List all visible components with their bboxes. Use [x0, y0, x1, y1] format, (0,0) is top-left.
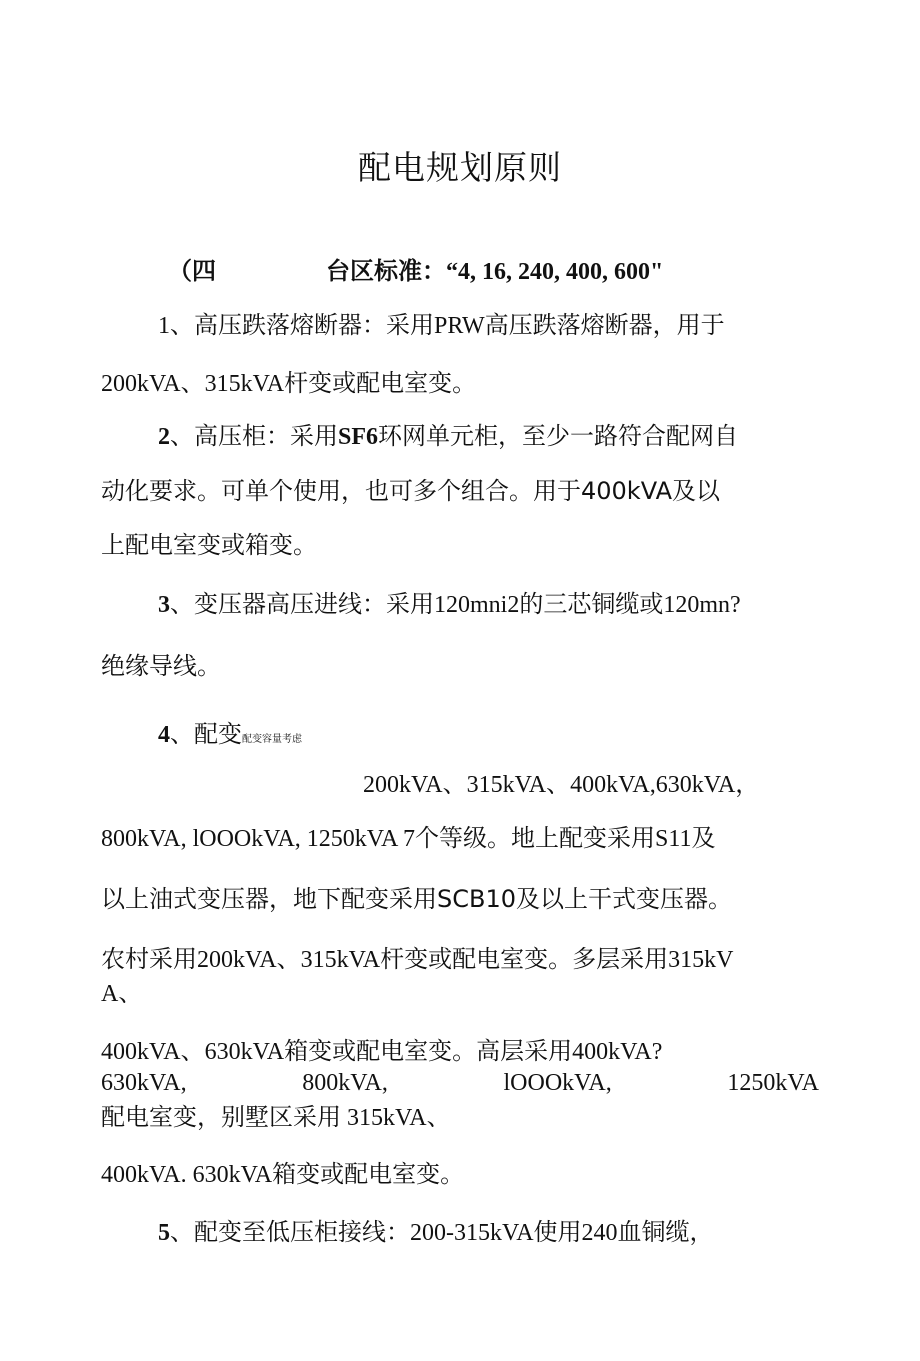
- item-4-line-7: 400kVA、630kVA箱变或配电室变。高层采用400kVA?: [101, 1039, 663, 1065]
- item-1-rest: 高压跌落熔断器，用于: [484, 311, 725, 339]
- item-2-line-1: [158, 421, 738, 452]
- item-1-number: 1: [158, 313, 170, 339]
- item-2-line-2: 动化要求。可单个使用，也可多个组合。用于400kVA及以: [101, 477, 721, 505]
- item-2-sf6: SF6: [338, 424, 379, 450]
- item-1-line-2: 200kVA、315kVA杆变或配电室变。: [101, 371, 477, 397]
- item-4-number: 4: [158, 722, 170, 748]
- item-5-number: 5: [158, 1220, 170, 1246]
- item-2-rest: 环网单元柜，至少一路符合配网自: [378, 422, 739, 450]
- item-2-line-3: 上配电室变或箱变。: [101, 531, 317, 559]
- item-4-line-3: 800kVA, lOOOkVA, 1250kVA 7个等级。地上配变采用S11及: [101, 826, 716, 852]
- item-3-line-1: [158, 590, 741, 620]
- item-3-line-2: 绝缘导线。: [101, 652, 221, 680]
- item-2-number: 2: [158, 424, 170, 450]
- item-4-line-1: [158, 719, 302, 755]
- item-2-label: 、高压柜：采用: [170, 422, 338, 450]
- item-3-number: 3: [158, 592, 170, 618]
- section-open-bracket: （: [168, 259, 192, 285]
- item-4-line-8: 配电室变，别墅区采用 315kVA、: [101, 1105, 451, 1131]
- item-4-line-9: 400kVA. 630kVA箱变或配电室变。: [101, 1162, 465, 1188]
- page-title: 配电规划原则: [358, 148, 562, 187]
- item-4-label: 、配变: [170, 720, 242, 748]
- item-3-label: 、变压器高压进线：采用120mni2的三芯铜缆或120mn?: [170, 592, 741, 618]
- item-4-line-6: A、: [101, 981, 143, 1007]
- section-heading: [168, 257, 664, 287]
- item-1-line-1: [158, 310, 725, 341]
- section-number: 四: [192, 259, 216, 285]
- capacity-value: lOOOkVA,: [503, 1070, 612, 1096]
- section-heading-text: 台区标准：“4, 16, 240, 400, 600": [326, 259, 664, 285]
- item-4-small-note: 配变容量考虑: [242, 734, 302, 745]
- capacity-value: 1250kVA: [727, 1070, 819, 1096]
- item-4-line-2: 200kVA、315kVA、400kVA,630kVA，: [363, 772, 760, 798]
- capacity-value: 800kVA,: [302, 1070, 388, 1096]
- item-1-label: 、高压跌落熔断器：采用: [170, 311, 434, 339]
- item-5-line-1: [158, 1218, 714, 1248]
- item-4-justified-line: [101, 1068, 819, 1098]
- item-4-line-5: 农村采用200kVA、315kVA杆变或配电室变。多层采用315kV: [101, 947, 734, 973]
- item-5-label: 、配变至低压柜接线：200-315kVA使用240血铜缆，: [170, 1220, 714, 1246]
- item-4-line-4: 以上油式变压器，地下配变采用SCB10及以上干式变压器。: [101, 885, 732, 913]
- capacity-value: 630kVA,: [101, 1070, 187, 1096]
- item-1-prw: PRW: [434, 313, 485, 339]
